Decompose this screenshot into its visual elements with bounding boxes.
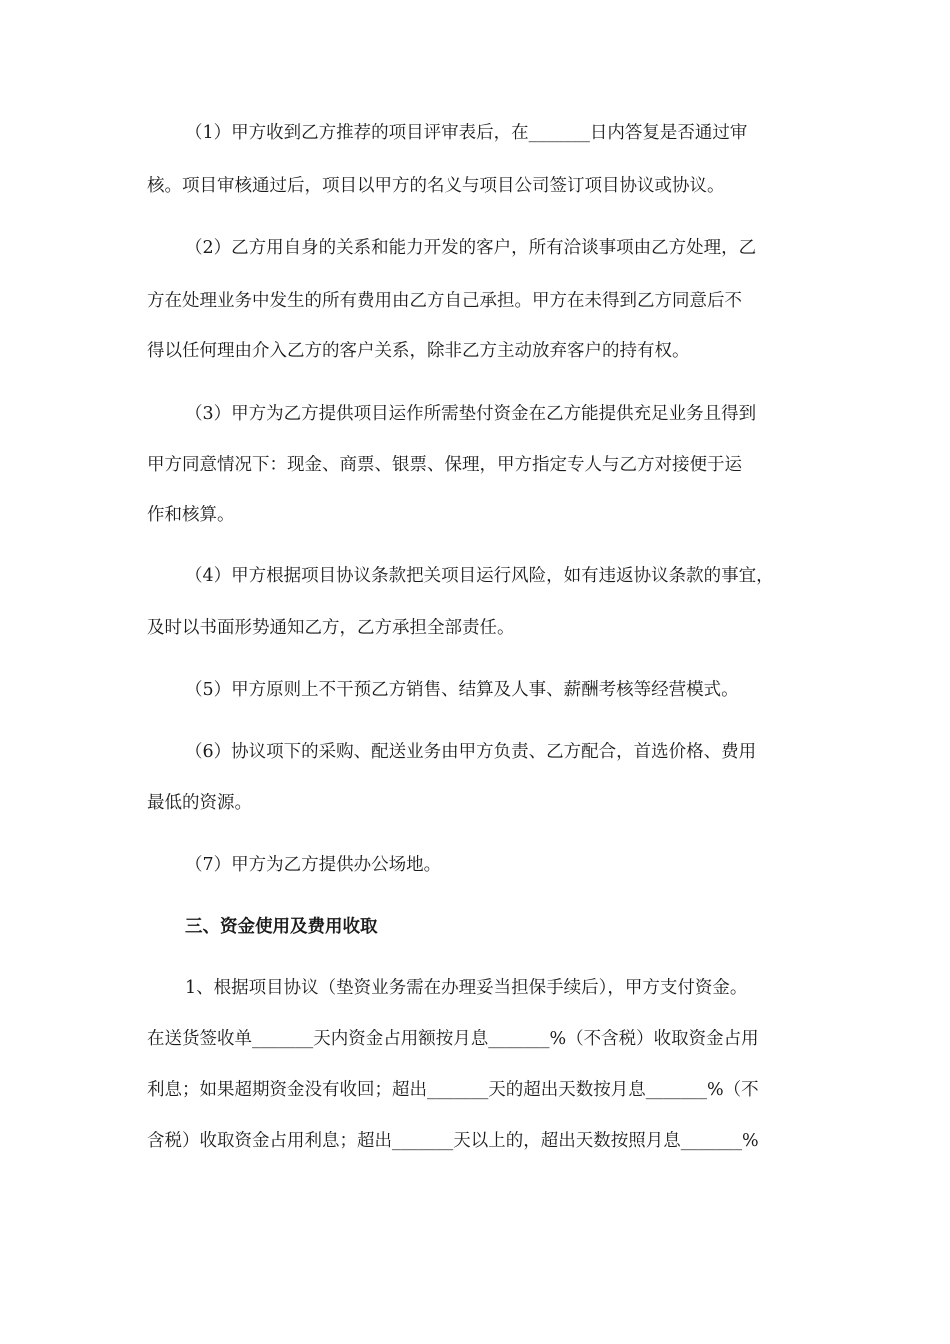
paragraph-6-line-1: （6）协议项下的采购、配送业务由甲方负责、乙方配合，首选价格、费用: [185, 742, 757, 762]
paragraph-4-line-2: 及时以书面形势通知乙方，乙方承担全部责任。: [147, 618, 515, 638]
paragraph-2-line-2: 方在处理业务中发生的所有费用由乙方自己承担。甲方在未得到乙方同意后不: [147, 291, 742, 311]
paragraph-3-line-3: 作和核算。: [147, 505, 235, 525]
paragraph-5-line-1: （5）甲方原则上不干预乙方销售、结算及人事、薪酬考核等经营模式。: [185, 680, 739, 700]
clause-1-line-1: 1、根据项目协议（垫资业务需在办理妥当担保手续后），甲方支付资金。: [185, 978, 748, 998]
paragraph-2-line-1: （2）乙方用自身的关系和能力开发的客户，所有洽谈事项由乙方处理，乙: [185, 238, 757, 258]
paragraph-1-line-1: （1）甲方收到乙方推荐的项目评审表后，在_______日内答复是否通过审: [185, 123, 748, 143]
paragraph-2-line-3: 得以任何理由介入乙方的客户关系，除非乙方主动放弃客户的持有权。: [147, 341, 690, 361]
paragraph-3-line-1: （3）甲方为乙方提供项目运作所需垫付资金在乙方能提供充足业务且得到: [185, 404, 757, 424]
paragraph-7-line-1: （7）甲方为乙方提供办公场地。: [185, 855, 442, 875]
section-heading: 三、资金使用及费用收取: [185, 917, 378, 937]
paragraph-3-line-2: 甲方同意情况下：现金、商票、银票、保理，甲方指定专人与乙方对接便于运: [147, 455, 742, 475]
clause-1-line-3: 利息；如果超期资金没有收回；超出_______天的超出天数按月息_______%（不: [147, 1080, 759, 1100]
paragraph-4-line-1: （4）甲方根据项目协议条款把关项目运行风险，如有违返协议条款的事宜，: [185, 566, 774, 586]
paragraph-6-line-2: 最低的资源。: [147, 793, 252, 813]
clause-1-line-4: 含税）收取资金占用利息；超出_______天以上的，超出天数按照月息_______%: [147, 1131, 759, 1151]
clause-1-line-2: 在送货签收单_______天内资金占用额按月息_______%（不含税）收取资金占用: [147, 1029, 759, 1049]
paragraph-1-line-2: 核。项目审核通过后，项目以甲方的名义与项目公司签订项目协议或协议。: [147, 176, 725, 196]
